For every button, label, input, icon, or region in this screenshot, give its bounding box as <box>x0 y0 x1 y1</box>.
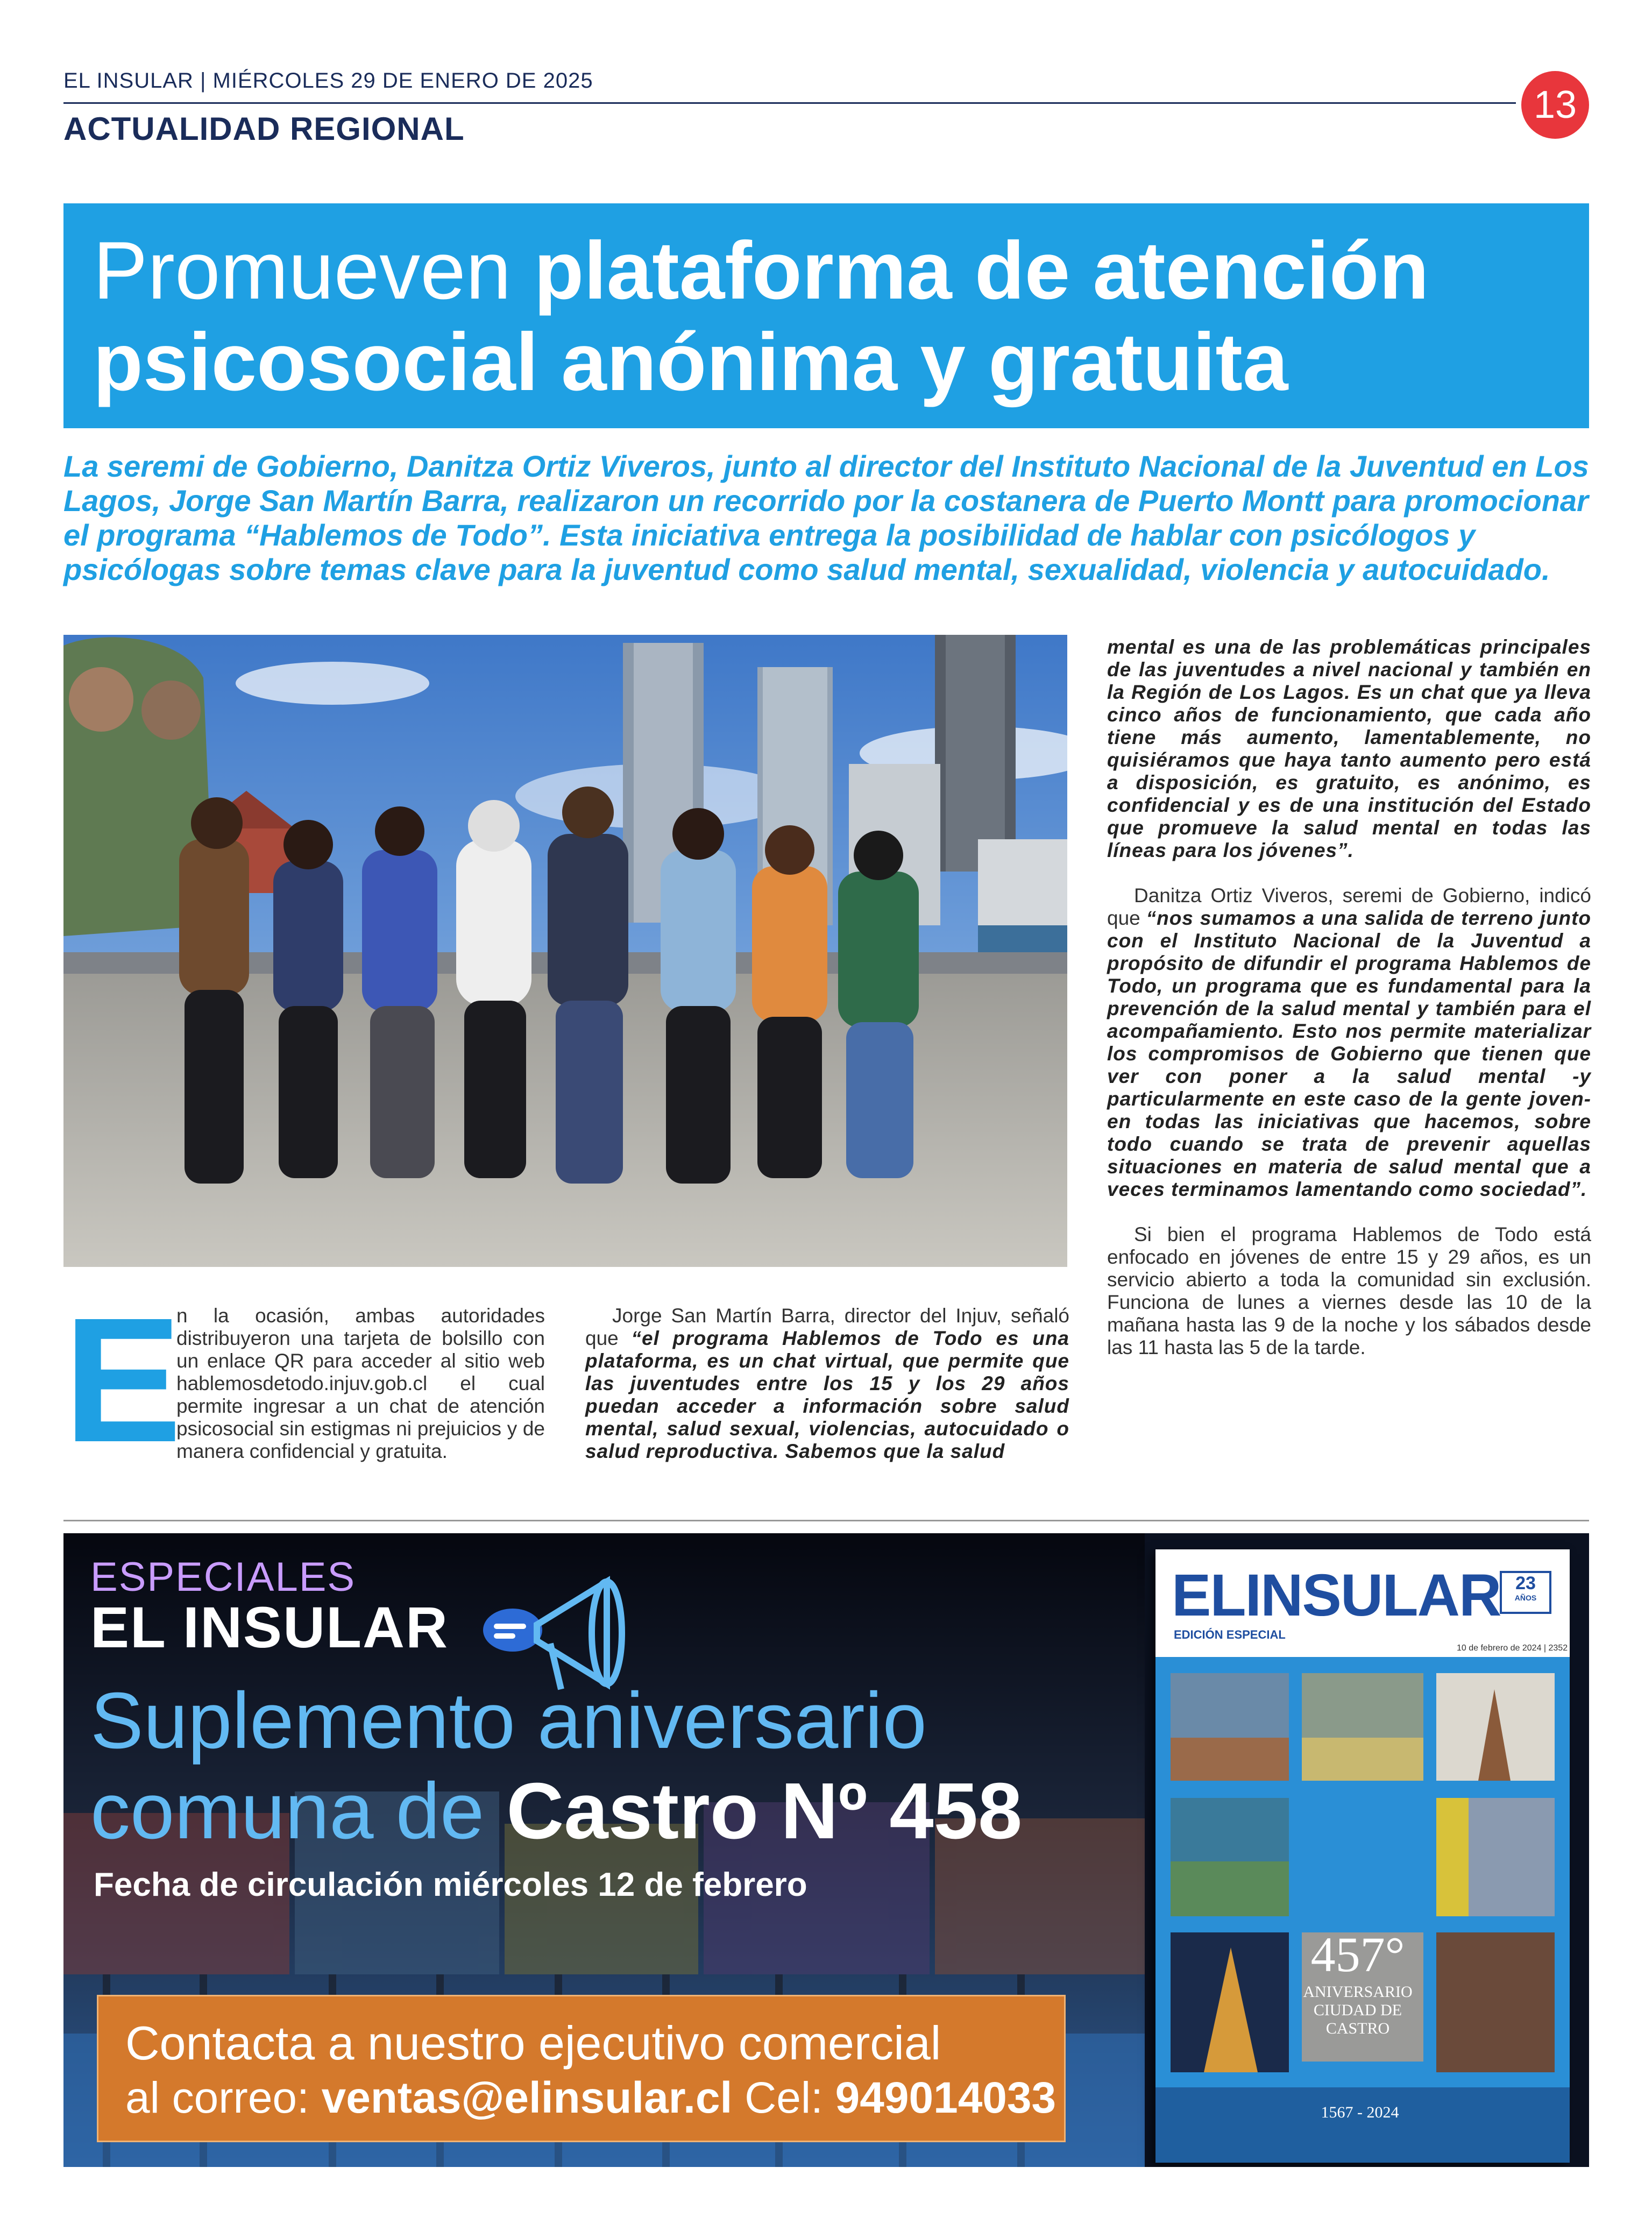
drop-cap: E <box>63 1280 182 1479</box>
headline-bold-1: plataforma de atención <box>534 225 1429 316</box>
cover-collage <box>1155 1657 1570 2163</box>
ad-especiales: ESPECIALES <box>90 1554 356 1600</box>
article-photo <box>63 635 1067 1267</box>
ad-divider <box>63 1520 1589 1521</box>
paragraph-5: Si bien el programa Hablemos de Todo está enfocado en jóvenes de entre 15 y 29 años, es un servicio abierto a toda la comunidad sin exclusión. Funciona de lunes a viernes desde las 10 de la mañana hasta las 9 de la noche y los sábados desde las 11 hasta las 5 de la tarde. <box>1107 1223 1591 1358</box>
headline-banner <box>63 203 1589 428</box>
article-column-3 <box>1107 636 1591 1359</box>
paragraph-3: mental es una de las problemáticas principales de las juventudes a nivel nacional y también en la Región de Los Lagos. Es un chat que ya lleva cinco años de funcionamiento, que cada año tiene más aumento, lamentablemente, no quisiéramos que haya tanto aumento pero está a disposición, es gratuito, es anónimo, es confidencial y es de una institución del Estado que promueve la salud mental en todas las líneas para los jóvenes”. <box>1107 636 1591 861</box>
article-lead: La seremi de Gobierno, Danitza Ortiz Viveros, junto al director del Instituto Nacional de la Juventud en Los Lagos, Jorge San Martín Barra, realizaron un recorrido por la costanera de Puerto Montt para promocionar el programa “Hablemos de Todo”. Esta iniciativa entrega la posibilidad de hablar con psicólogos y psicólogas sobre temas clave para la juventud como salud mental, sexualidad, violencia y autocuidado. <box>63 449 1589 586</box>
cover-edition: EDICIÓN ESPECIAL <box>1174 1628 1286 1641</box>
group-photo-illustration <box>63 635 1067 1267</box>
article-column-2 <box>585 1305 1069 1463</box>
magazine-cover <box>1155 1549 1570 2163</box>
ad-contact-line-2: al correo: ventas@elinsular.cl Cel: 949014033 <box>125 2073 1057 2122</box>
headline <box>93 225 1578 408</box>
cover-logo: ELINSULAR <box>1172 1562 1501 1628</box>
advertisement <box>63 1533 1589 2167</box>
cover-anniversary: 457° ANIVERSARIO CIUDAD DE CASTRO <box>1303 1927 1413 2037</box>
headline-light: Promueven <box>93 225 534 316</box>
cover-year-range: 1567 - 2024 <box>1321 2103 1399 2121</box>
section-title: ACTUALIDAD REGIONAL <box>63 111 465 147</box>
headline-bold-2: psicosocial anónima y gratuita <box>93 316 1288 408</box>
quote-seremi: “nos sumamos a una salida de terreno junto con el Instituto Nacional de la Juventud a propósito de difundir el programa Hablemos de Todo, un programa que es fundamental para la prevención de la salud mental y también para el acompañamiento. Esto nos permite materializar los compromisos de Gobierno que tienen que ver con poner a la salud mental -y particularmente en este caso de la gente joven- en todas las iniciativas que hacemos, sobre todo cuando se trata de prevenir aquellas situaciones en materia de salud mental que a veces terminamos lamentando como sociedad”. <box>1107 907 1591 1200</box>
paragraph-4: Danitza Ortiz Viveros, seremi de Gobierno, indicó que “nos sumamos a una salida de terreno junto con el Instituto Nacional de la Juventud a propósito de difundir el programa Hablemos de Todo, un programa que es fundamental para la prevención de la salud mental y también para el acompañamiento. Esto nos permite materializar los compromisos de Gobierno que tienen que ver con poner a la salud mental -y particularmente en este caso de la gente joven- en todas las iniciativas que hacemos, sobre todo cuando se trata de prevenir aquellas situaciones en materia de salud mental que a veces terminamos lamentando como sociedad”. <box>1107 884 1591 1200</box>
ad-phone: 949014033 <box>835 2073 1057 2122</box>
ad-contact-line-1: Contacta a nuestro ejecutivo comercial <box>125 2016 941 2070</box>
paragraph-1: n la ocasión, ambas autoridades distribuyeron una tarjeta de bolsillo con un enlace QR para acceder al sitio web hablemosdetodo.injuv.gob.cl el cual permite ingresar a un chat de atención psicosocial sin estigmas ni prejuicios y de manera confidencial y gratuita. <box>176 1305 545 1462</box>
ad-title-line-2: comuna de Castro Nº 458 <box>90 1767 1023 1855</box>
ad-email[interactable]: ventas@elinsular.cl <box>321 2073 733 2122</box>
ad-title-line-1: Suplemento aniversario <box>90 1676 927 1765</box>
paragraph-2: Jorge San Martín Barra, director del Injuv, señaló que “el programa Hablemos de Todo es una plataforma, es un chat virtual, que permite que las juventudes entre los 15 y los 29 años puedan acceder a información sobre salud mental, salud sexual, violencias, autocuidado o salud reproductiva. Sabemos que la salud <box>585 1305 1070 1462</box>
ad-circulation-date: Fecha de circulación miércoles 12 de febrero <box>94 1866 807 1903</box>
ad-contact-box <box>97 1995 1066 2142</box>
cover-years-badge: 23 AÑOS <box>1500 1571 1551 1614</box>
article-column-1 <box>63 1280 545 1479</box>
header-divider <box>63 102 1516 104</box>
ad-brand: EL INSULAR <box>90 1595 449 1660</box>
quote-director: “el programa Hablemos de Todo es una plataforma, es un chat virtual, que permite que las juventudes entre los 15 y los 29 años puedan acceder a información sobre salud mental, salud sexual, violencias, autocuidado o salud reproductiva. Sabemos que la salud <box>585 1327 1070 1462</box>
cover-date: 10 de febrero de 2024 | 2352 <box>1457 1644 1568 1653</box>
header-date-line: EL INSULAR | MIÉRCOLES 29 DE ENERO DE 2025 <box>63 69 593 93</box>
page-number-badge: 13 <box>1521 71 1589 139</box>
